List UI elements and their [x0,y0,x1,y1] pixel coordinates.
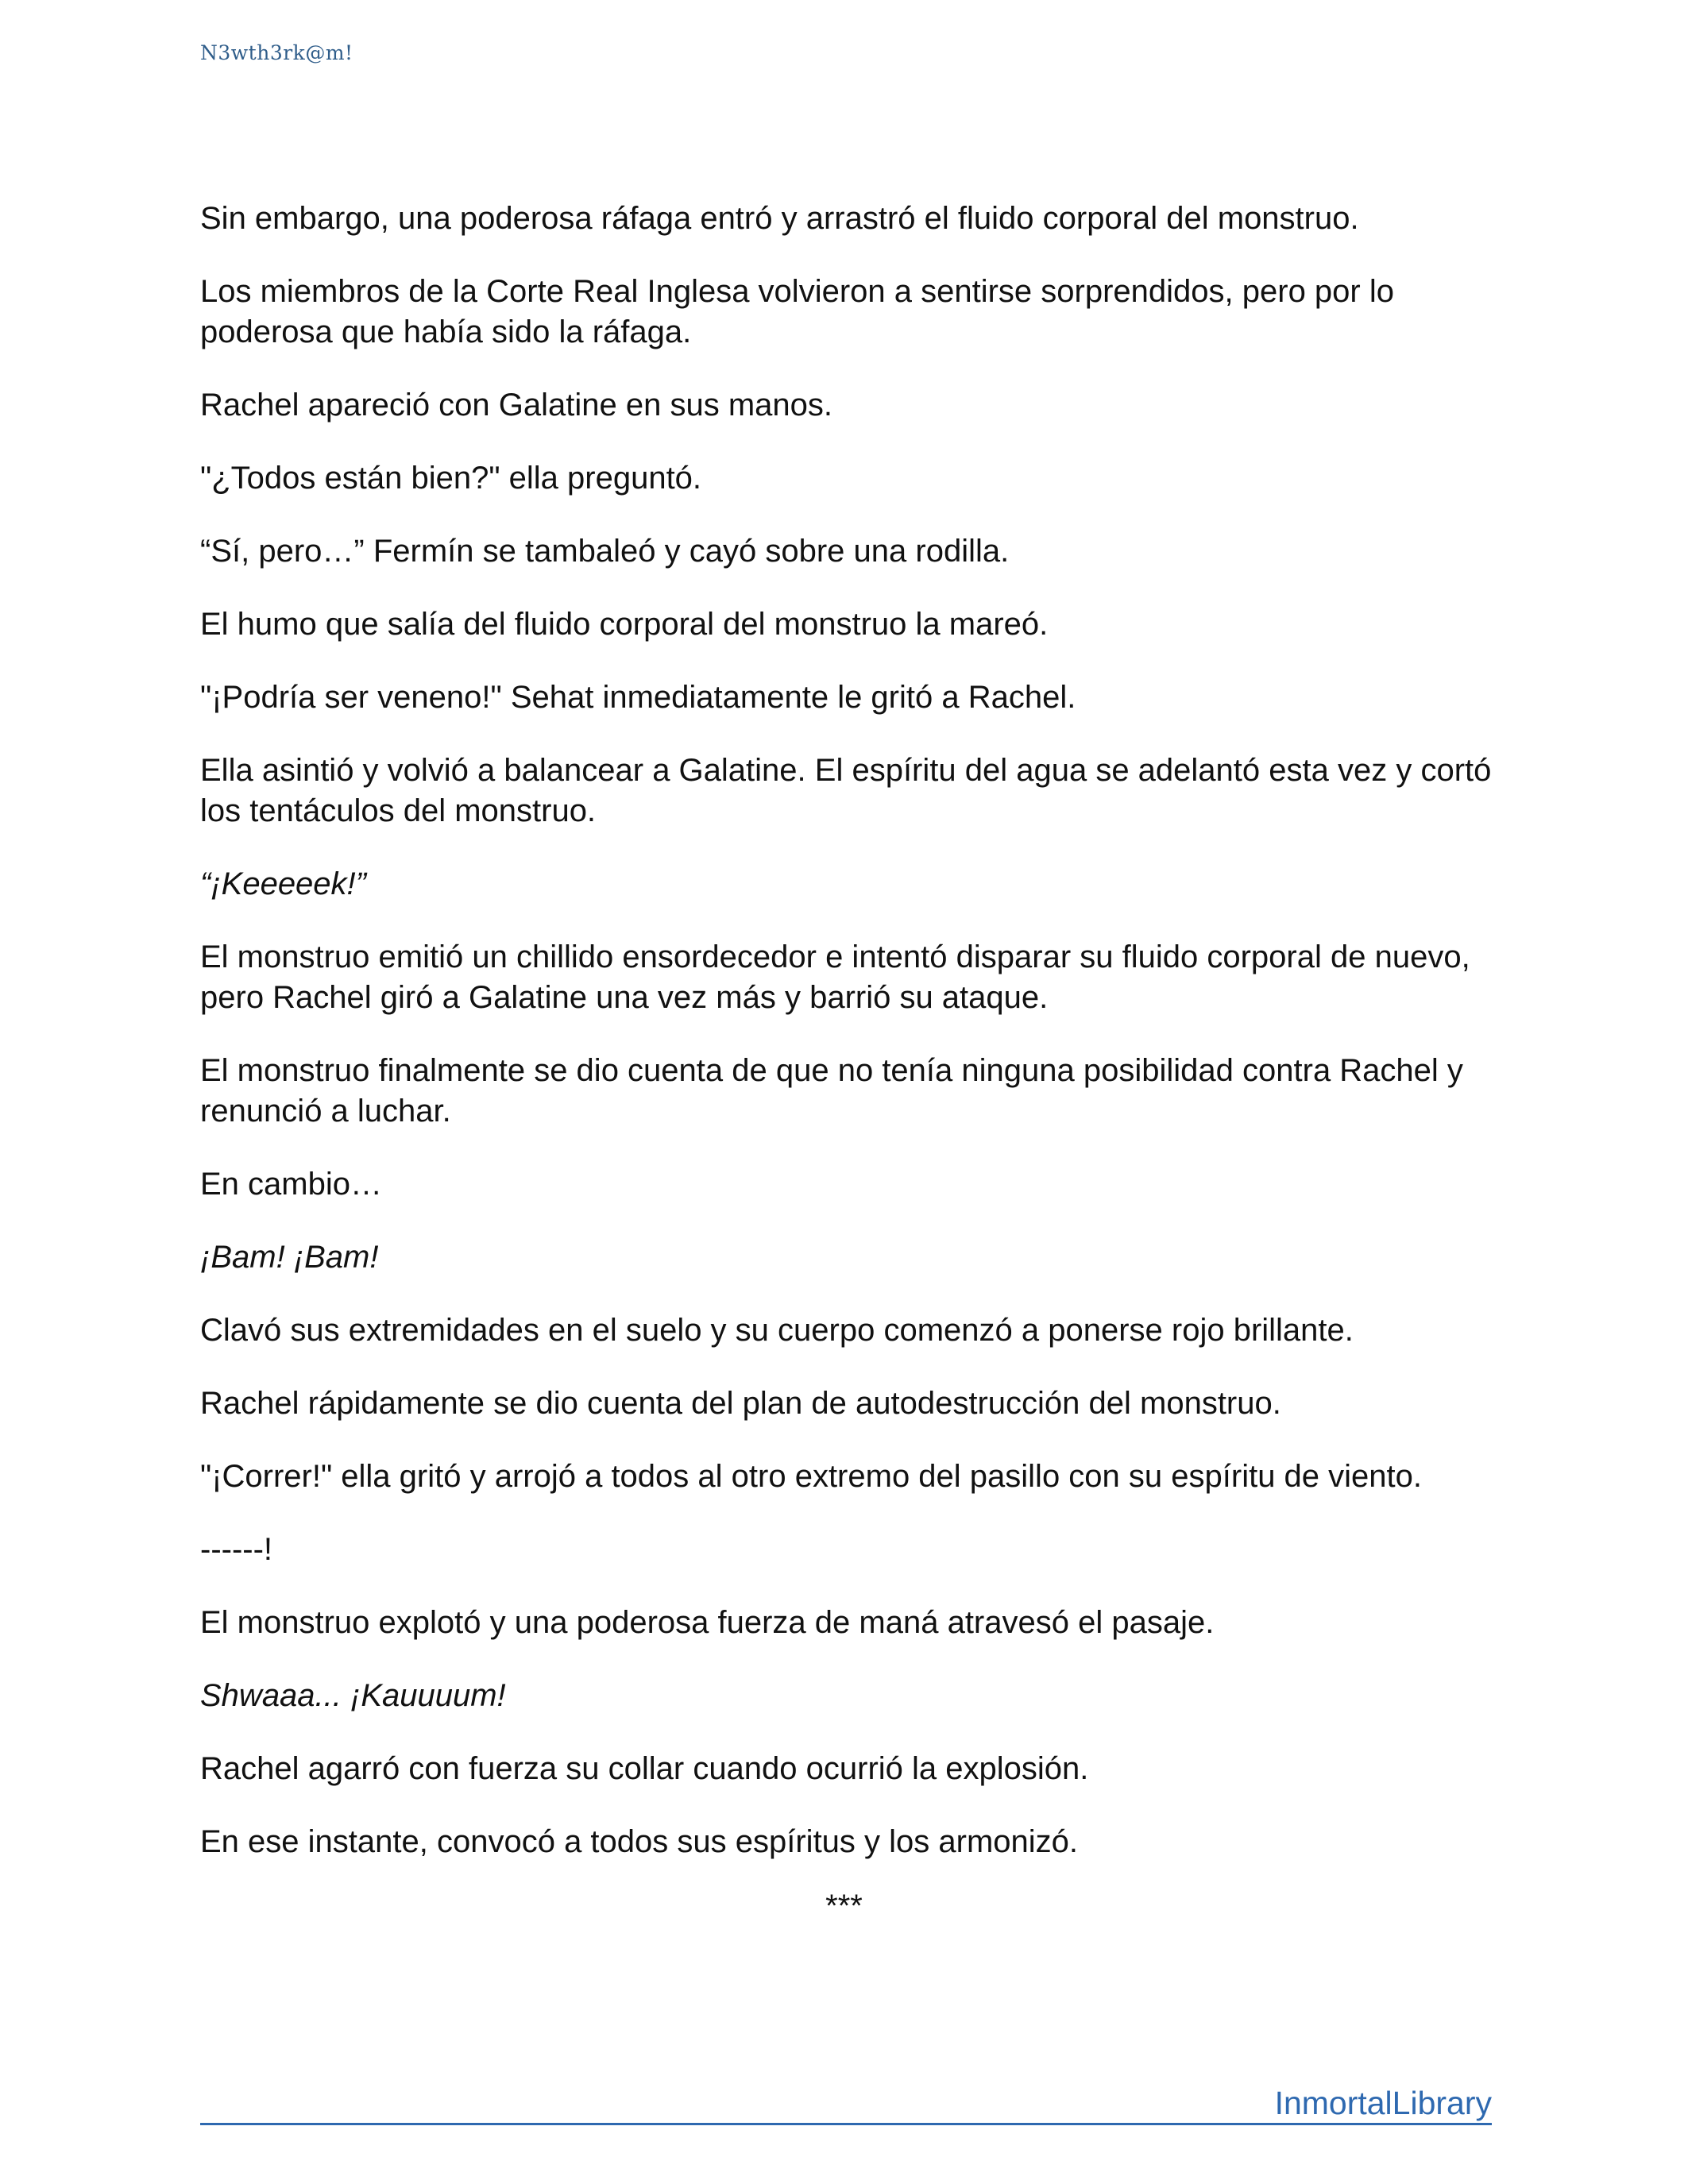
paragraph: El monstruo emitió un chillido ensordecedor e intentó disparar su fluido corporal de nuevo, pero Rachel giró a Galatine una vez más y barrió su ataque. [200,940,1470,1015]
paragraph: Rachel agarró con fuerza su collar cuando ocurrió la explosión. [200,1751,1089,1786]
paragraph: El humo que salía del fluido corporal del monstruo la mareó. [200,607,1049,642]
paragraph: En cambio… [200,1167,382,1202]
paragraph: Rachel rápidamente se dio cuenta del plan de autodestrucción del monstruo. [200,1386,1281,1421]
paragraph: "¡Correr!" ella gritó y arrojó a todos al otro extremo del pasillo con su espíritu de viento. [200,1459,1423,1494]
paragraph: El monstruo finalmente se dio cuenta de que no tenía ninguna posibilidad contra Rachel y renunció a luchar. [200,1053,1463,1129]
paragraph: ------! [200,1532,273,1567]
header-watermark: N3wth3rk@m! [200,41,353,64]
sound-effect-paragraph: “¡Keeeeek!” [200,866,366,901]
paragraph: Clavó sus extremidades en el suelo y su cuerpo comenzó a ponerse rojo brillante. [200,1313,1354,1348]
paragraph: Sin embargo, una poderosa ráfaga entró y arrastró el fluido corporal del monstruo. [200,201,1359,236]
footer-divider [200,2123,1492,2125]
scene-separator: *** [825,1889,863,1924]
paragraph: Los miembros de la Corte Real Inglesa volvieron a sentirse sorprendidos, pero por lo poderosa que había sido la ráfaga. [200,274,1394,349]
paragraph: "¿Todos están bien?" ella preguntó. [200,461,702,496]
paragraph: Ella asintió y volvió a balancear a Galatine. El espíritu del agua se adelantó esta vez y cortó los tentáculos del monstruo. [200,753,1492,828]
chapter-body [200,199,1503,1895]
footer-library-link[interactable]: InmortalLibrary [1274,2085,1492,2121]
sound-effect-paragraph: ¡Bam! ¡Bam! [200,1240,379,1275]
paragraph: En ese instante, convocó a todos sus espíritus y los armonizó. [200,1824,1079,1859]
paragraph: “Sí, pero…” Fermín se tambaleó y cayó sobre una rodilla. [200,534,1010,569]
paragraph: El monstruo explotó y una poderosa fuerza de maná atravesó el pasaje. [200,1605,1215,1640]
paragraph: "¡Podría ser veneno!" Sehat inmediatamente le gritó a Rachel. [200,680,1076,715]
paragraph: Rachel apareció con Galatine en sus manos. [200,388,833,423]
sound-effect-paragraph: Shwaaa... ¡Kauuuum! [200,1678,506,1713]
